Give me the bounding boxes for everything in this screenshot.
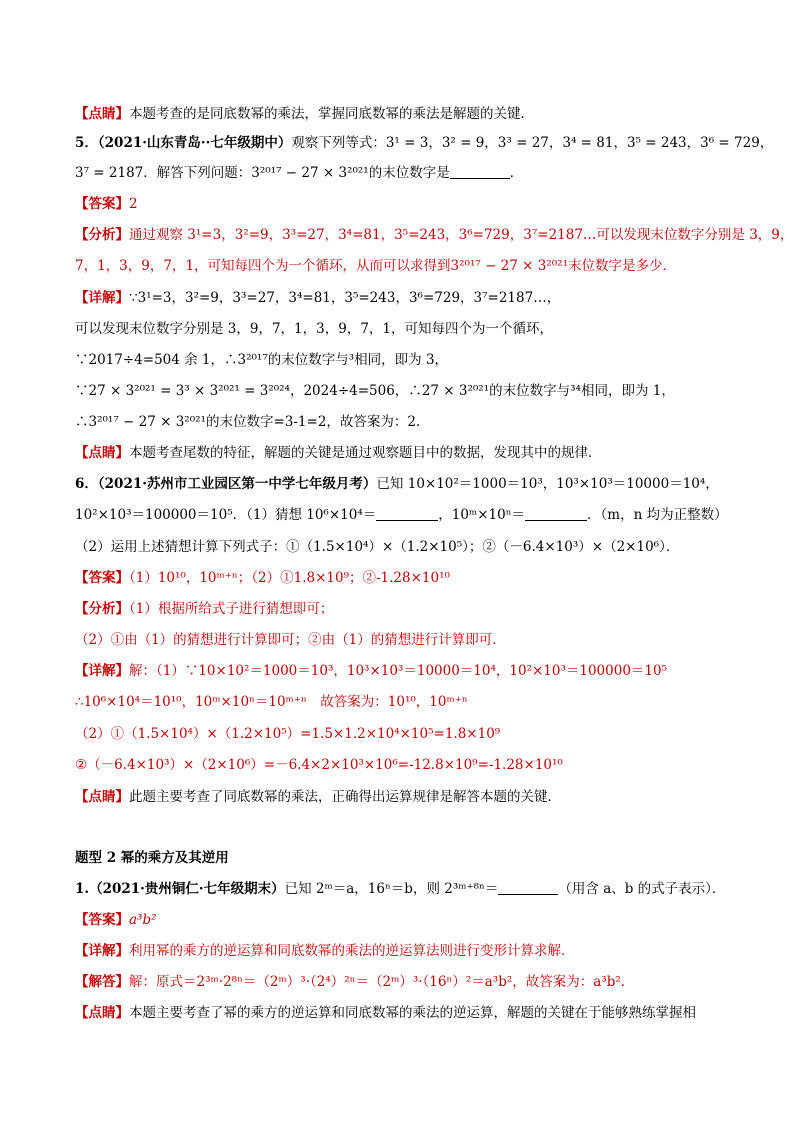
q1-jieda-line xyxy=(75,972,754,992)
xiangjie-tag: 【详解】 xyxy=(75,943,129,959)
q5-answer: 2 xyxy=(129,196,138,212)
dianjing-text: 本题考查的是同底数幂的乘法，掌握同底数幂的乘法是解题的关键． xyxy=(129,106,534,122)
q1-source: （2021·贵州铜仁·七年级期末） xyxy=(89,881,285,897)
q6-stem-line2 xyxy=(75,505,754,525)
q6-dianjing-text: 此题主要考查了同底数幂的乘法，正确得出运算规律是解答本题的关键． xyxy=(129,789,561,805)
q5-equations-b: 3⁷ = 2187．解答下列问题： xyxy=(75,165,252,181)
q5-detail-text4b: ，2024÷4=506，∴ xyxy=(289,383,422,399)
q6-stem-text2a: 10²×10³＝100000＝10⁵．（1）猜想 10⁶×10⁴＝ xyxy=(75,507,377,523)
q6-detail-text2: ∴10⁶×10⁴＝10¹⁰，10ᵐ×10ⁿ＝10ᵐ⁺ⁿ 故答案为：10¹⁰，10ᵐ⁺ⁿ xyxy=(75,694,468,710)
jieda-tag: 【解答】 xyxy=(75,974,129,990)
q5-detail-text5a: ∴ xyxy=(75,414,89,430)
q5-analysis-text2b: 末位数字是多少． xyxy=(568,258,676,274)
xiangjie-tag: 【详解】 xyxy=(75,663,129,679)
q6-number: 6． xyxy=(75,476,98,492)
q1-stem-line xyxy=(75,879,754,899)
q5-analysis-expr: 3²⁰¹⁷ − 27 × 3²⁰²¹ xyxy=(450,258,568,274)
q5-detail-expr4: 27 × 3²⁰²¹ = 3³ × 3²⁰²¹ = 3²⁰²⁴ xyxy=(88,383,290,399)
q6-stem-text2b: ，10ᵐ×10ⁿ＝ xyxy=(438,507,526,523)
fenxi-tag: 【分析】 xyxy=(75,227,129,243)
q5-detail-line3 xyxy=(75,350,754,370)
q6-analysis-line1 xyxy=(75,599,754,619)
q5-detail-expr5: 3²⁰¹⁷ − 27 × 3²⁰²¹ xyxy=(88,414,206,430)
q5-analysis-text1: 通过观察 3¹=3，3²=9，3³=27，3⁴=81，3⁵=243，3⁶=729，3⁷=2187…可以发现末位数字分别是 3，9， xyxy=(129,227,794,243)
q5-detail-text5b: 的末位数字=3-1=2，故答案为：2. xyxy=(205,414,421,430)
q6-detail-line2 xyxy=(75,692,754,712)
dianjing-tag: 【点睛】 xyxy=(75,1005,129,1021)
q6-detail-text1: 解：（1）∵10×10²＝1000＝10³，10³×10³＝10000＝10⁴，10²×10³＝100000＝10⁵ xyxy=(129,663,668,679)
q5-analysis-line1 xyxy=(75,225,794,245)
q5-end: ． xyxy=(509,165,524,181)
q6-detail-line4 xyxy=(75,755,754,775)
q5-detail-text2: 可以发现末位数字分别是 3，9，7，1，3，9，7，1，可知每四个为一个循环， xyxy=(75,321,554,337)
q1-detail-text: 利用幂的乘方的逆运算和同底数幂的乘法的逆运算法则进行变形计算求解． xyxy=(129,943,575,959)
q5-detail-text4c: 的末位数字与³⁴相同，即为 1， xyxy=(489,383,675,399)
q5-detail-line1 xyxy=(75,288,754,308)
q6-detail-line1 xyxy=(75,661,754,681)
q6-stem-line1 xyxy=(75,474,754,494)
q5-analysis-text2a: 7，1，3，9，7，1，可知每四个为一个循环，从而可以求得到 xyxy=(75,258,451,274)
q5-analysis-line2 xyxy=(75,256,754,276)
q1-dianjing-line xyxy=(75,1003,754,1023)
dianjing-tag: 【点睛】 xyxy=(75,445,129,461)
q6-source: （2021·苏州市工业园区第一中学七年级月考） xyxy=(97,476,377,492)
q5-text-a: 观察下列等式： xyxy=(291,135,386,151)
q5-equations-a: 3¹ = 3，3² = 9，3³ = 27，3⁴ = 81，3⁵ = 243，3⁶ = 729， xyxy=(385,135,774,151)
q5-source: （2021·山东青岛··七年级期中） xyxy=(97,135,292,151)
q6-detail-line3 xyxy=(75,724,754,744)
q1-answer-blank xyxy=(498,881,558,895)
xiangjie-tag: 【详解】 xyxy=(75,290,129,306)
q6-analysis-line2 xyxy=(75,630,754,650)
dianjing-tag: 【点睛】 xyxy=(75,106,129,122)
q6-stem-text2c: ．（m，n 均为正整数） xyxy=(587,507,728,523)
q5-detail-text3a: ∵2017÷4=504 余 1，∴ xyxy=(75,352,238,368)
q5-detail-line2 xyxy=(75,319,754,339)
q1-answer-line xyxy=(75,910,754,930)
q5-stem-line2 xyxy=(75,163,754,183)
q1-text-b: （用含 a、b 的式子表示）． xyxy=(558,881,726,897)
q5-detail-line4 xyxy=(75,381,754,401)
q6-blank-2 xyxy=(525,507,587,521)
q5-detail-expr3: 3²⁰¹⁷ xyxy=(237,352,268,368)
q6-detail-text3: （2）①（1.5×10⁴）×（1.2×10⁵）=1.5×1.2×10⁴×10⁵=1.8×10⁹ xyxy=(75,726,501,742)
q5-answer-blank xyxy=(450,165,510,179)
q1-dianjing-text: 本题主要考查了幂的乘方的逆运算和同底数幂的乘法的逆运算，解题的关键在于能够熟练掌握相 xyxy=(129,1005,696,1021)
daan-tag: 【答案】 xyxy=(75,912,129,928)
q1-detail-line xyxy=(75,941,754,961)
q5-detail-text3b: 的末位数字与³相同，即为 3， xyxy=(267,352,449,368)
q6-answer-line xyxy=(75,568,754,588)
q5-detail-line5 xyxy=(75,412,754,432)
q5-number: 5． xyxy=(75,135,98,151)
section-title-text: 题型 2 幂的乘方及其逆用 xyxy=(75,850,229,866)
q5-expression: 3²⁰¹⁷ − 27 × 3²⁰²¹ xyxy=(251,165,369,181)
section-title xyxy=(75,848,754,868)
q5-detail-text4a: ∵ xyxy=(75,383,89,399)
daan-tag: 【答案】 xyxy=(75,196,129,212)
q5-answer-line xyxy=(75,194,754,214)
q6-analysis-text1: （1）根据所给式子进行猜想即可； xyxy=(129,601,334,617)
q5-dianjing-text: 本题考查尾数的特征，解题的关键是通过观察题目中的数据，发现其中的规律． xyxy=(129,445,602,461)
prev-dianjing-line xyxy=(75,104,754,124)
q5-detail-text1: ∵3¹=3，3²=9，3³=27，3⁴=81，3⁵=243，3⁶=729，3⁷=2187…， xyxy=(129,290,561,306)
daan-tag: 【答案】 xyxy=(75,570,129,586)
q6-stem-text3: （2）运用上述猜想计算下列式子：①（1.5×10⁴）×（1.2×10⁵）；②（－6.4×10³）×（2×10⁶）． xyxy=(75,539,680,555)
q6-dianjing-line xyxy=(75,787,754,807)
q6-stem-text1: 已知 10×10²＝1000＝10³，10³×10³＝10000＝10⁴， xyxy=(376,476,719,492)
q1-answer: a³b² xyxy=(129,912,157,928)
q6-blank-1 xyxy=(376,507,438,521)
q5-dianjing-line xyxy=(75,443,754,463)
q5-detail-expr4b: 27 × 3²⁰²¹ xyxy=(421,383,490,399)
q5-text-b: 的末位数字是 xyxy=(368,165,450,181)
q1-text-a: 已知 2ᵐ＝a，16ⁿ＝b，则 2³ᵐ⁺⁸ⁿ＝ xyxy=(284,881,499,897)
q1-number: 1. xyxy=(75,881,90,897)
q6-analysis-text2: （2）①由（1）的猜想进行计算即可；②由（1）的猜想进行计算即可． xyxy=(75,632,506,648)
q1-jieda-text: 解：原式＝2³ᵐ·2⁸ⁿ＝（2ᵐ）³·（2⁴）²ⁿ＝（2ᵐ）³·（16ⁿ）²＝a³b²，故答案为：a³b²． xyxy=(129,974,635,990)
fenxi-tag: 【分析】 xyxy=(75,601,129,617)
q6-answer: （1）10¹⁰，10ᵐ⁺ⁿ；（2）①1.8×10⁹；②-1.28×10¹⁰ xyxy=(129,570,450,586)
q5-stem-line1 xyxy=(75,133,774,153)
dianjing-tag: 【点睛】 xyxy=(75,789,129,805)
q6-stem-line3 xyxy=(75,537,754,557)
q6-detail-text4: ②（－6.4×10³）×（2×10⁶）=－6.4×2×10³×10⁶=-12.8×10⁹=-1.28×10¹⁰ xyxy=(75,757,563,773)
